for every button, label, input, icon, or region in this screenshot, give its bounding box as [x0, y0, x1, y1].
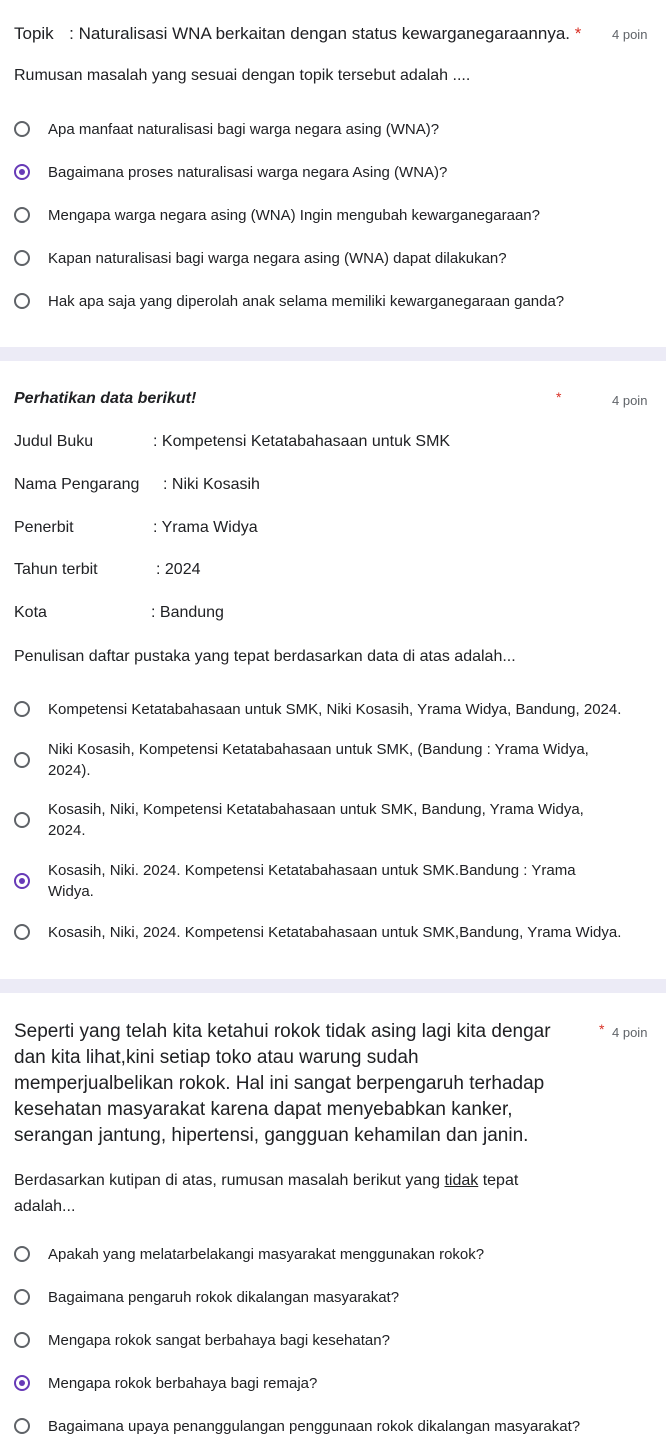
data-value-penerbit: : Yrama Widya [153, 519, 258, 536]
option-q1-2[interactable] [0, 161, 666, 185]
option-label-line-1: Kosasih, Niki. 2024. Kompetensi Ketatabahasaan untuk SMK.Bandung : Yrama [48, 862, 576, 879]
points-label: 4 poin [612, 1025, 648, 1040]
required-marker: * [556, 389, 562, 405]
question-prompt [14, 1168, 518, 1220]
passage-line: memperjualbelikan rokok. Hal ini sangat berpengaruh terhadap [14, 1073, 545, 1094]
radio-button-selected[interactable] [14, 164, 30, 180]
option-q1-5[interactable] [0, 290, 666, 314]
radio-button[interactable] [14, 293, 30, 309]
option-label: Mengapa rokok berbahaya bagi remaja? [48, 1375, 318, 1392]
required-marker: * [599, 1021, 605, 1037]
required-marker: * [574, 24, 582, 43]
option-label: Mengapa warga negara asing (WNA) Ingin mengubah kewarganegaraan? [48, 207, 540, 224]
prompt-text: adalah... [14, 1198, 76, 1215]
option-q1-1[interactable] [0, 118, 666, 142]
question-card-2 [0, 361, 666, 979]
option-label: Bagaimana upaya penanggulangan penggunaan rokok dikalangan masyarakat? [48, 1418, 581, 1435]
option-q3-4[interactable] [0, 1372, 666, 1396]
question-prompt: Rumusan masalah yang sesuai dengan topik tersebut adalah .... [14, 67, 471, 84]
card-separator [0, 347, 666, 361]
option-label: Mengapa rokok sangat berbahaya bagi kesehatan? [48, 1332, 390, 1349]
data-value-judul: : Kompetensi Ketatabahasaan untuk SMK [153, 433, 451, 450]
topic-text: : Naturalisasi WNA berkaitan dengan status kewarganegaraannya. [69, 24, 571, 43]
data-label-judul: Judul Buku [14, 433, 94, 450]
option-label [48, 860, 648, 902]
option-label-line-1: Niki Kosasih, Kompetensi Ketatabahasaan untuk SMK, (Bandung : Yrama Widya, [48, 741, 589, 758]
option-label [48, 739, 648, 781]
prompt-underlined-word: tidak [444, 1172, 479, 1189]
card-separator [0, 979, 666, 993]
prompt-text: tepat [478, 1172, 519, 1189]
radio-button-selected[interactable] [14, 1375, 30, 1391]
option-label: Hak apa saja yang diperolah anak selama memiliki kewarganegaraan ganda? [48, 293, 565, 310]
option-q2-3[interactable] [0, 799, 666, 843]
data-label-tahun: Tahun terbit [14, 561, 98, 578]
radio-button[interactable] [14, 924, 30, 940]
prompt-text: Berdasarkan kutipan di atas, rumusan masalah berikut yang [14, 1172, 445, 1189]
question-2-title: Perhatikan data berikut! [14, 390, 197, 407]
option-q2-1[interactable] [0, 698, 666, 722]
option-label-line-1: Kosasih, Niki, Kompetensi Ketatabahasaan untuk SMK, Bandung, Yrama Widya, [48, 801, 584, 818]
option-q2-2[interactable] [0, 739, 666, 783]
data-label-penerbit: Penerbit [14, 519, 74, 536]
radio-button[interactable] [14, 1418, 30, 1434]
option-q3-2[interactable] [0, 1286, 666, 1310]
data-value-kota: : Bandung [151, 604, 224, 621]
passage-line: dan kita lihat,kini setiap toko atau warung sudah [14, 1047, 419, 1068]
points-label: 4 poin [612, 27, 648, 42]
option-label-line-2: Widya. [48, 883, 94, 900]
radio-button[interactable] [14, 207, 30, 223]
option-label: Kapan naturalisasi bagi warga negara asing (WNA) dapat dilakukan? [48, 250, 507, 267]
data-label-pengarang: Nama Pengarang [14, 476, 140, 493]
topic-label: Topik [14, 24, 54, 43]
data-value-tahun: : 2024 [156, 561, 201, 578]
radio-button[interactable] [14, 1332, 30, 1348]
option-label-line-2: 2024). [48, 762, 91, 779]
option-q1-4[interactable] [0, 247, 666, 271]
option-label: Kompetensi Ketatabahasaan untuk SMK, Niki Kosasih, Yrama Widya, Bandung, 2024. [48, 701, 622, 718]
radio-button-selected[interactable] [14, 873, 30, 889]
passage-line: kesehatan masyarakat karena dapat menyebabkan kanker, [14, 1099, 513, 1120]
points-label: 4 poin [612, 393, 648, 408]
option-label: Apakah yang melatarbelakangi masyarakat menggunakan rokok? [48, 1246, 485, 1263]
passage-line: serangan jantung, hipertensi, gangguan kehamilan dan janin. [14, 1125, 529, 1146]
question-prompt: Penulisan daftar pustaka yang tepat berdasarkan data di atas adalah... [14, 648, 516, 665]
data-value-pengarang: : Niki Kosasih [163, 476, 260, 493]
question-1-title [14, 24, 581, 44]
question-card-1 [0, 0, 666, 347]
option-q3-1[interactable] [0, 1243, 666, 1267]
question-3-passage [14, 1019, 594, 1149]
radio-button[interactable] [14, 812, 30, 828]
option-label: Kosasih, Niki, 2024. Kompetensi Ketatabahasaan untuk SMK,Bandung, Yrama Widya. [48, 924, 622, 941]
option-label: Apa manfaat naturalisasi bagi warga negara asing (WNA)? [48, 121, 440, 138]
radio-button[interactable] [14, 701, 30, 717]
option-q3-3[interactable] [0, 1329, 666, 1353]
option-label [48, 799, 648, 841]
option-q2-5[interactable] [0, 921, 666, 945]
radio-button[interactable] [14, 250, 30, 266]
radio-button[interactable] [14, 1246, 30, 1262]
passage-line: Seperti yang telah kita ketahui rokok tidak asing lagi kita dengar [14, 1021, 551, 1042]
option-label-line-2: 2024. [48, 822, 86, 839]
radio-button[interactable] [14, 121, 30, 137]
option-q2-4[interactable] [0, 860, 666, 904]
radio-button[interactable] [14, 752, 30, 768]
option-q1-3[interactable] [0, 204, 666, 228]
radio-button[interactable] [14, 1289, 30, 1305]
option-label: Bagaimana proses naturalisasi warga negara Asing (WNA)? [48, 164, 448, 181]
data-label-kota: Kota [14, 604, 47, 621]
option-q3-5[interactable] [0, 1415, 666, 1439]
question-card-3 [0, 993, 666, 1456]
option-label: Bagaimana pengaruh rokok dikalangan masyarakat? [48, 1289, 400, 1306]
